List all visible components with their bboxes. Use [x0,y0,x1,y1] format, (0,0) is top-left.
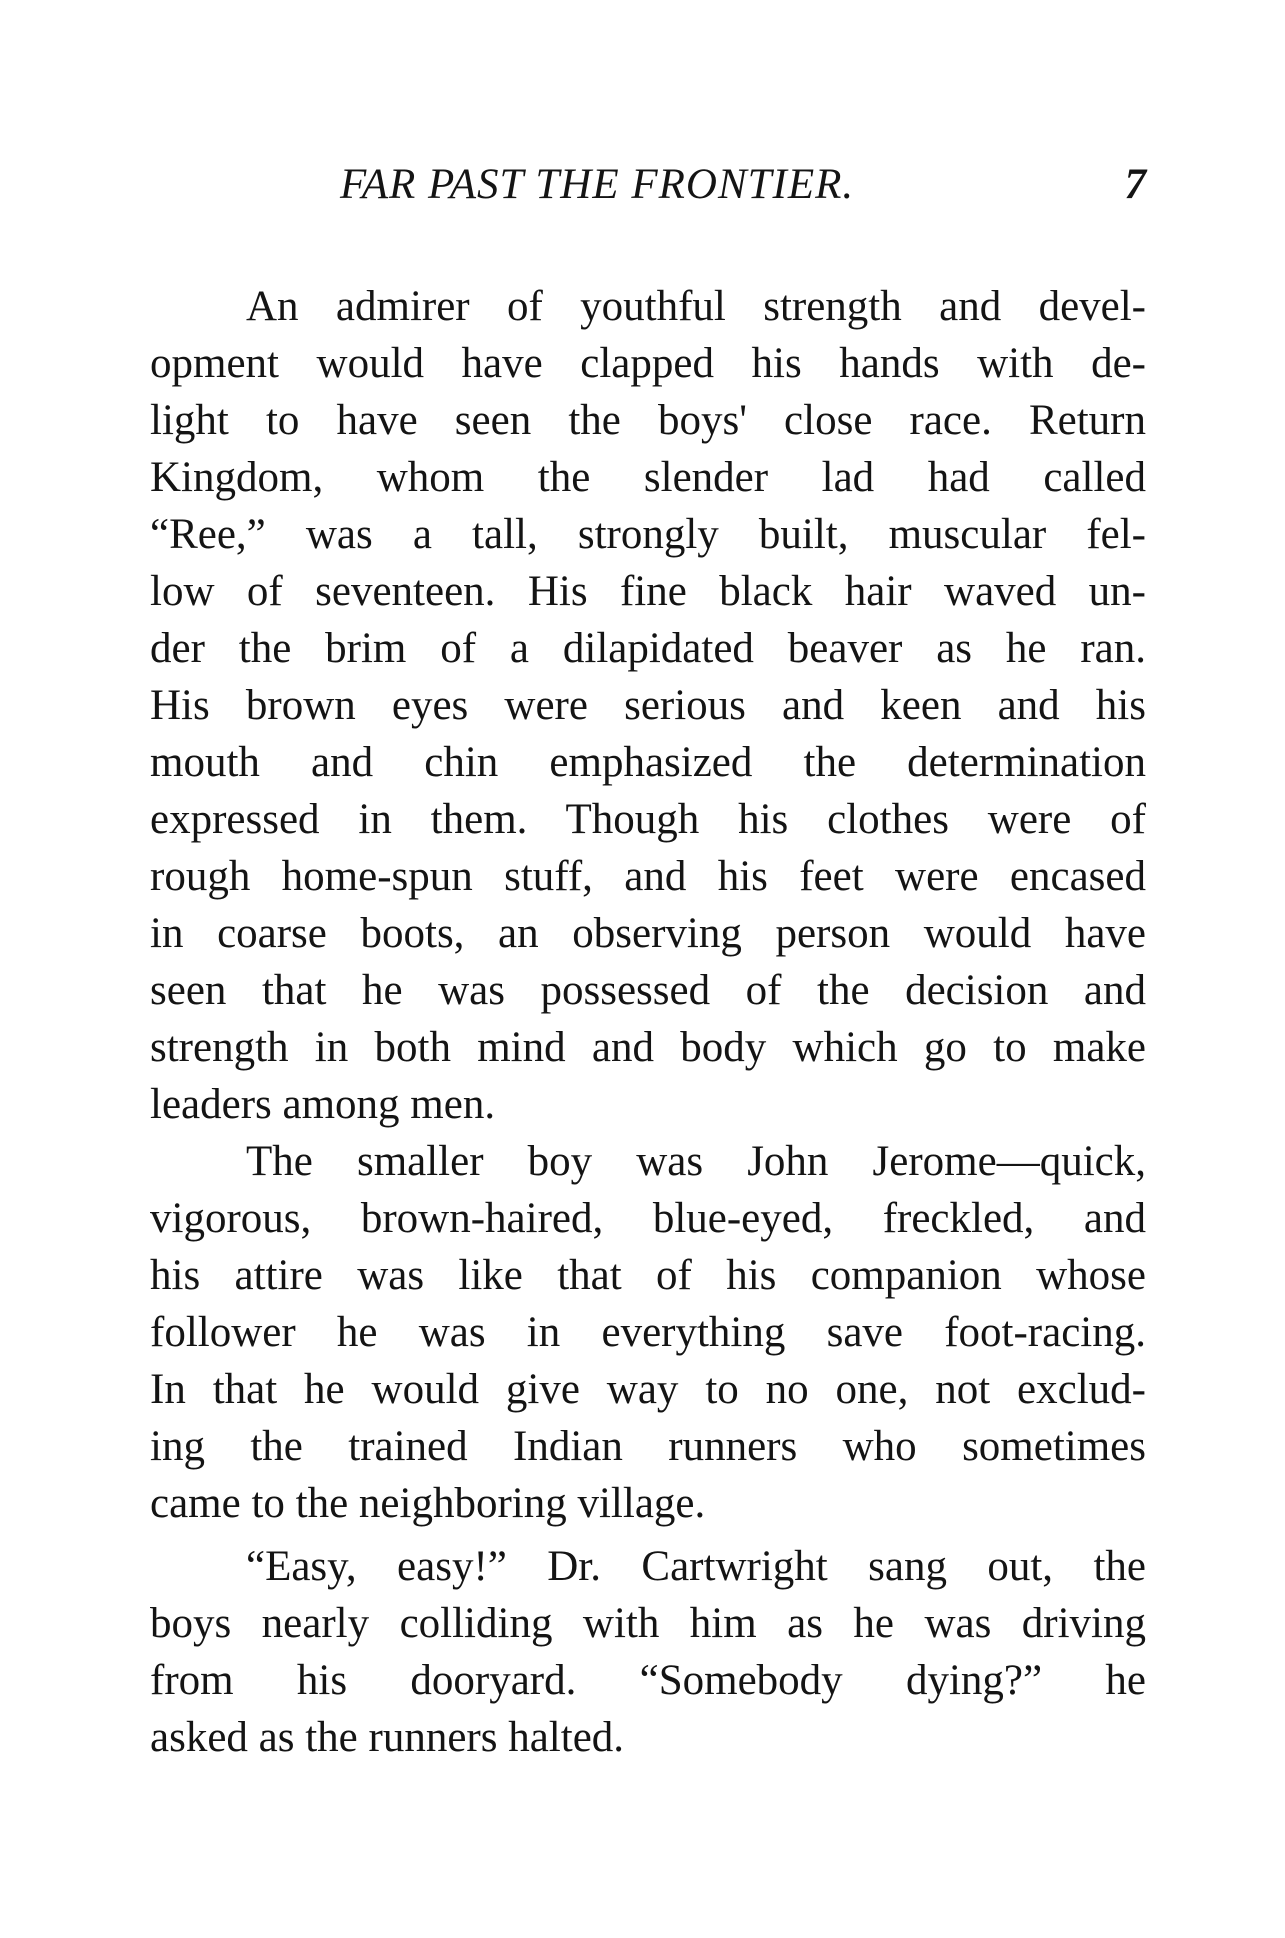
page-number: 7 [1124,161,1146,208]
running-header [150,160,1146,210]
text-line: ing the trained Indian runners who sometimes [150,1423,1146,1470]
text-line: asked as the runners halted. [150,1714,625,1761]
text-line: follower he was in everything save foot-racing. [150,1309,1146,1356]
text-line: leaders among men. [150,1081,496,1128]
text-line: low of seventeen. His fine black hair waved un- [150,568,1146,615]
text-line: vigorous, brown-haired, blue-eyed, freckled, and [150,1195,1146,1242]
text-line: came to the neighboring village. [150,1480,706,1527]
text-line: light to have seen the boys' close race. Return [150,397,1146,444]
text-line: opment would have clapped his hands with de- [150,340,1146,387]
text-line: boys nearly colliding with him as he was driving [150,1600,1146,1647]
running-title: FAR PAST THE FRONTIER. [340,161,855,208]
text-line: strength in both mind and body which go to make [150,1024,1146,1071]
text-line: mouth and chin emphasized the determination [150,739,1146,786]
text-line: rough home-spun stuff, and his feet were encased [150,853,1146,900]
text-line: der the brim of a dilapidated beaver as he ran. [150,625,1146,672]
text-line: “Easy, easy!” Dr. Cartwright sang out, the [246,1543,1146,1590]
text-line: The smaller boy was John Jerome—quick, [246,1138,1146,1185]
text-line: “Ree,” was a tall, strongly built, muscular fel- [150,511,1146,558]
text-line: An admirer of youthful strength and devel- [246,283,1146,330]
text-line: His brown eyes were serious and keen and his [150,682,1146,729]
text-line: Kingdom, whom the slender lad had called [150,454,1146,501]
text-line: In that he would give way to no one, not exclud- [150,1366,1146,1413]
text-line: in coarse boots, an observing person would have [150,910,1146,957]
body-text [150,278,1146,1766]
paragraph-3 [150,1538,1146,1766]
text-line: seen that he was possessed of the decision and [150,967,1146,1014]
paragraph-2 [150,1133,1146,1532]
text-line: his attire was like that of his companion whose [150,1252,1146,1299]
text-line: expressed in them. Though his clothes were of [150,796,1146,843]
paragraph-1 [150,278,1146,1133]
text-line: from his dooryard. “Somebody dying?” he [150,1657,1146,1704]
